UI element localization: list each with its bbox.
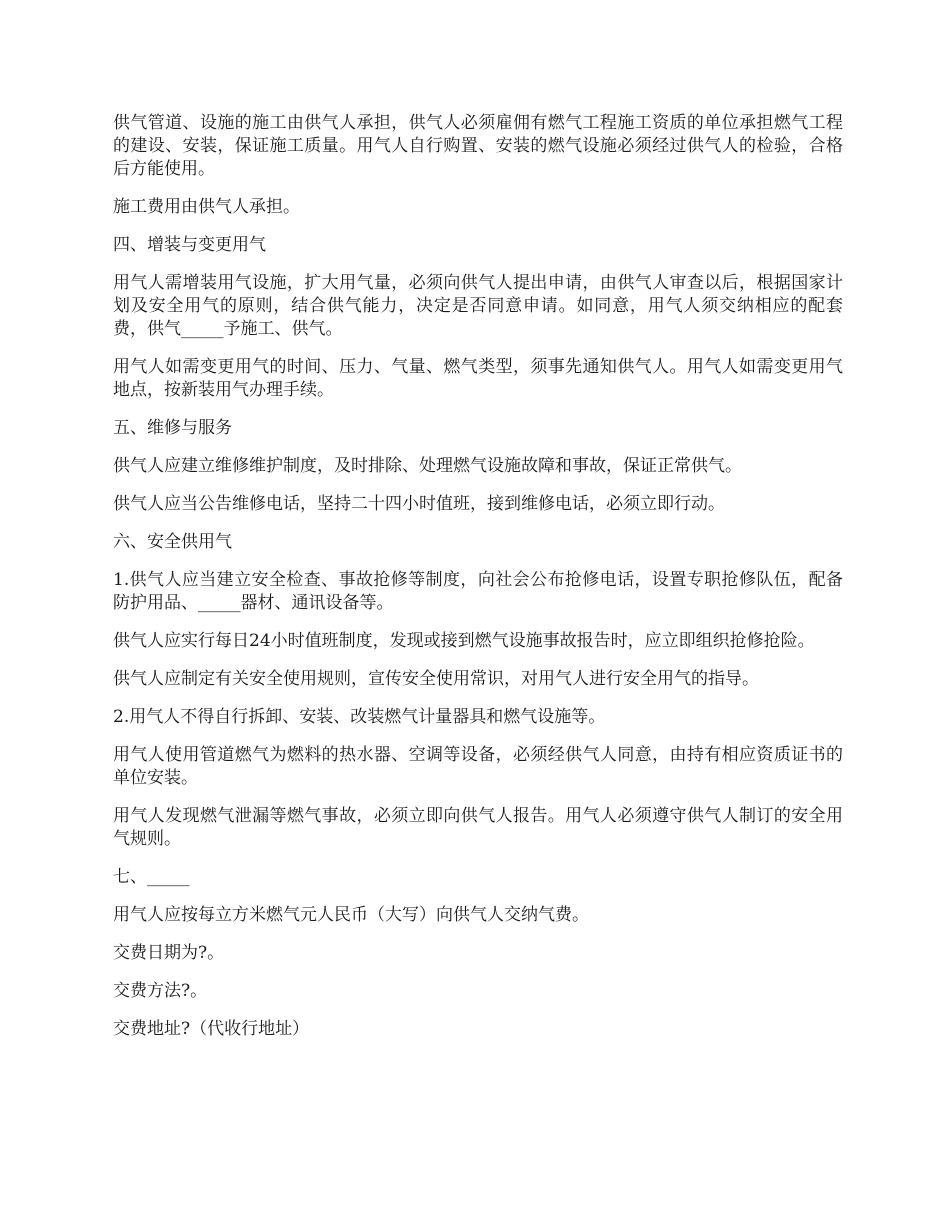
paragraph-safety-2: 2.用气人不得自行拆卸、安装、改装燃气计量器具和燃气设施等。 <box>113 707 606 727</box>
paragraph-maintenance: 供气人应建立维修维护制度，及时排除、处理燃气设施故障和事故，保证正常供气。 <box>113 456 742 476</box>
paragraph-payment-method: 交费方法?。 <box>113 981 208 1001</box>
paragraph-construction: 供气管道、设施的施工由供气人承担，供气人必须雇佣有燃气工程施工资质的单位承担燃气工程的建设、安装，保证施工质量。用气人自行购置、安装的燃气设施必须经过供气人的检验，合格后方能使用。 <box>113 113 843 179</box>
section-heading-6: 六、安全供用气 <box>113 532 232 552</box>
paragraph-safety-1: 1.供气人应当建立安全检查、事故抢修等制度，向社会公布抢修电话，设置专职抢修队伍，配备防护用品、_____器材、通讯设备等。 <box>113 570 843 613</box>
paragraph-payment-address: 交费地址?（代收行地址） <box>113 1019 310 1039</box>
paragraph-hotline: 供气人应当公告维修电话，坚持二十四小时值班，接到维修电话，必须立即行动。 <box>113 494 725 514</box>
paragraph-payment-date: 交费日期为?。 <box>113 943 225 963</box>
paragraph-change: 用气人如需变更用气的时间、压力、气量、燃气类型，须事先通知供气人。用气人如需变更用气地点，按新装用气办理手续。 <box>113 357 843 400</box>
document-body <box>113 112 843 1056</box>
paragraph-duty: 供气人应实行每日24小时值班制度，发现或接到燃气设施事故报告时，应立即组织抢修抢险。 <box>113 631 815 651</box>
section-heading-7: 七、_____ <box>113 867 190 887</box>
paragraph-leak: 用气人发现燃气泄漏等燃气事故，必须立即向供气人报告。用气人必须遵守供气人制订的安全用气规则。 <box>113 806 843 849</box>
paragraph-expansion: 用气人需增装用气设施，扩大用气量，必须向供气人提出申请，由供气人审查以后，根据国家计划及安全用气的原则，结合供气能力，决定是否同意申请。如同意，用气人须交纳相应的配套费，供气_____予施工、供气。 <box>113 273 843 339</box>
section-heading-4: 四、增装与变更用气 <box>113 235 266 255</box>
section-heading-5: 五、维修与服务 <box>113 418 232 438</box>
paragraph-safety-rules: 供气人应制定有关安全使用规则，宣传安全使用常识，对用气人进行安全用气的指导。 <box>113 669 759 689</box>
paragraph-construction-cost: 施工费用由供气人承担。 <box>113 197 300 217</box>
paragraph-fee: 用气人应按每立方米燃气元人民币（大写）向供气人交纳气费。 <box>113 905 589 925</box>
paragraph-appliances: 用气人使用管道燃气为燃料的热水器、空调等设备，必须经供气人同意，由持有相应资质证书的单位安装。 <box>113 745 843 788</box>
